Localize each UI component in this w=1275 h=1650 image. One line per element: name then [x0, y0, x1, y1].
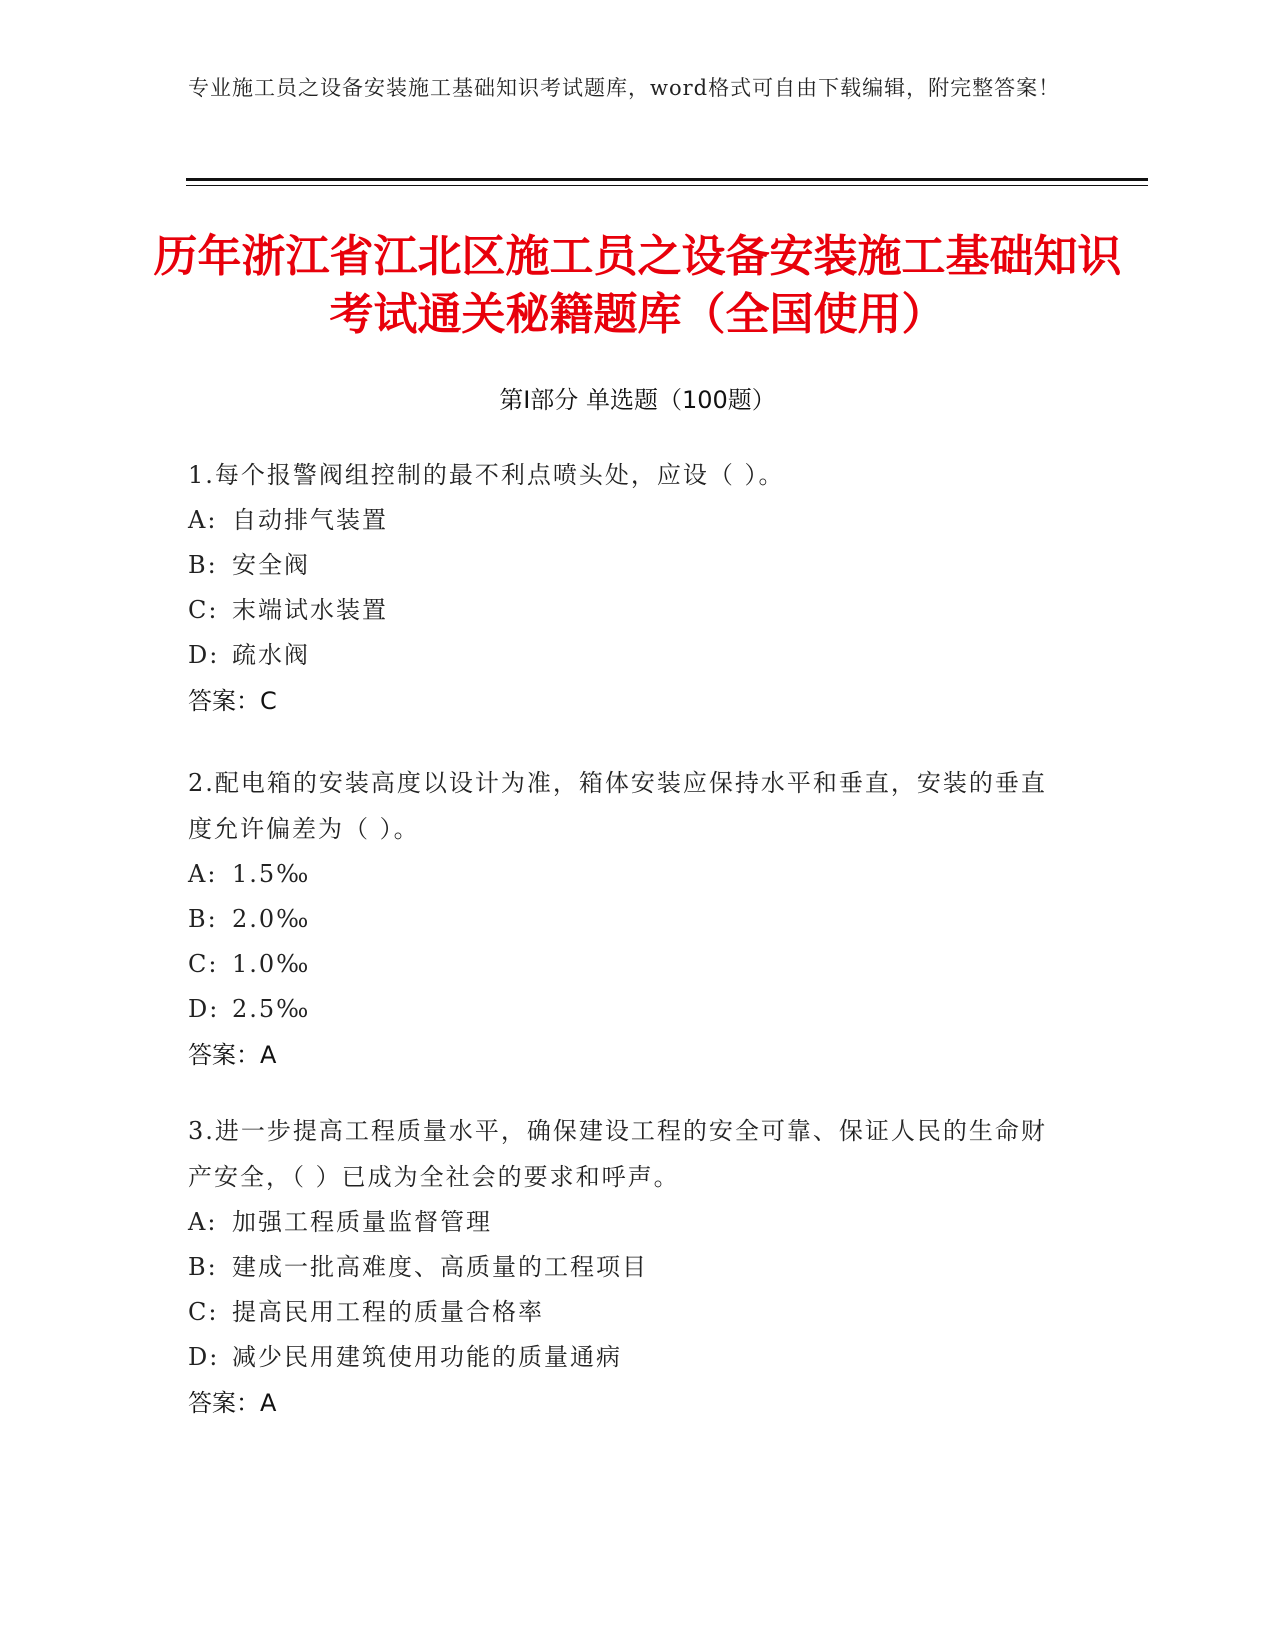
answer: 答案：A — [188, 1389, 277, 1417]
option-d — [188, 1335, 1058, 1380]
option-letter: B: — [188, 905, 218, 933]
option-a — [188, 852, 1058, 897]
option-letter: C: — [188, 596, 219, 624]
header-rule-thin — [186, 185, 1148, 186]
header-note: 专业施工员之设备安装施工基础知识考试题库，word格式可自由下载编辑，附完整答案！ — [188, 76, 1061, 100]
header-rule-thick — [186, 178, 1148, 181]
option-text: 提高民用工程的质量合格率 — [232, 1298, 544, 1326]
answer: 答案：C — [188, 687, 277, 715]
question-2 — [188, 760, 1058, 1078]
question-stem: 3.进一步提高工程质量水平，确保建设工程的安全可靠、保证人民的生命财产安全，（ ）已成为全社会的要求和呼声。 — [188, 1117, 1047, 1191]
option-text: 末端试水装置 — [232, 596, 388, 624]
option-text: 2.5‰ — [232, 995, 311, 1023]
option-letter: A: — [188, 1208, 218, 1236]
option-text: 加强工程质量监督管理 — [232, 1208, 492, 1236]
option-text: 自动排气装置 — [232, 506, 388, 534]
option-b — [188, 897, 1058, 942]
option-text: 1.0‰ — [232, 950, 311, 978]
option-letter: C: — [188, 1298, 219, 1326]
option-text: 1.5‰ — [232, 860, 311, 888]
option-b — [188, 543, 1058, 588]
document-title: 历年浙江省江北区施工员之设备安装施工基础知识考试通关秘籍题库（全国使用） — [153, 231, 1122, 340]
option-a — [188, 498, 1058, 543]
answer: 答案：A — [188, 1041, 277, 1069]
option-d — [188, 987, 1058, 1032]
option-letter: A: — [188, 506, 218, 534]
option-letter: D: — [188, 995, 220, 1023]
option-b — [188, 1245, 1058, 1290]
option-letter: A: — [188, 860, 218, 888]
option-c — [188, 1290, 1058, 1335]
question-stem: 2.配电箱的安装高度以设计为准，箱体安装应保持水平和垂直，安装的垂直度允许偏差为（ ）。 — [188, 769, 1047, 843]
question-1 — [188, 452, 1058, 724]
option-text: 建成一批高难度、高质量的工程项目 — [232, 1253, 648, 1281]
option-c — [188, 588, 1058, 633]
option-letter: C: — [188, 950, 219, 978]
option-a — [188, 1200, 1058, 1245]
option-c — [188, 942, 1058, 987]
option-letter: D: — [188, 1343, 220, 1371]
question-3 — [188, 1108, 1058, 1426]
option-letter: B: — [188, 551, 218, 579]
option-text: 减少民用建筑使用功能的质量通病 — [232, 1343, 622, 1371]
option-text: 安全阀 — [232, 551, 310, 579]
option-text: 2.0‰ — [232, 905, 311, 933]
option-text: 疏水阀 — [232, 641, 310, 669]
question-stem: 1.每个报警阀组控制的最不利点喷头处，应设（ ）。 — [188, 461, 785, 489]
section-title: 第Ⅰ部分 单选题（100题） — [499, 386, 776, 414]
option-letter: D: — [188, 641, 220, 669]
option-d — [188, 633, 1058, 678]
option-letter: B: — [188, 1253, 218, 1281]
